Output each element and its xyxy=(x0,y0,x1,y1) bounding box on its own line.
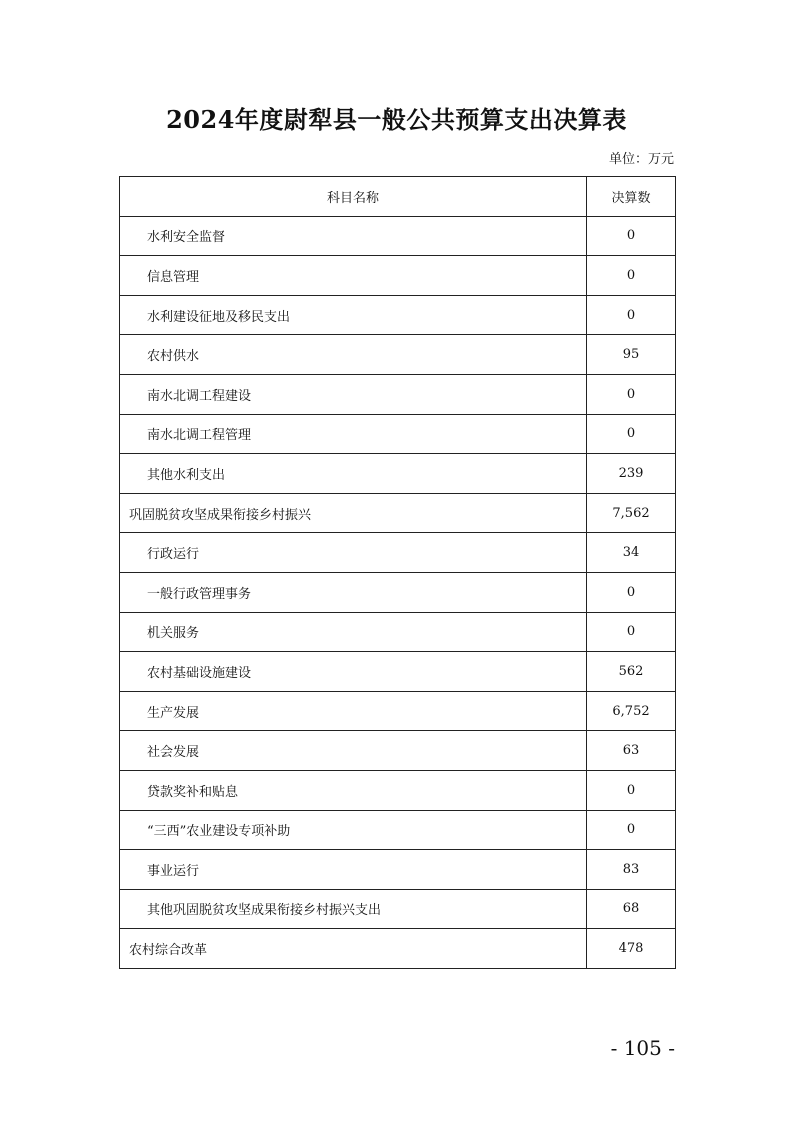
table-row xyxy=(120,335,676,375)
row-item-value: 239 xyxy=(587,454,676,494)
row-item-name: 巩固脱贫攻坚成果衔接乡村振兴 xyxy=(120,493,587,533)
row-item-name: 其他水利支出 xyxy=(120,454,587,494)
table-row xyxy=(120,652,676,692)
table-row xyxy=(120,572,676,612)
row-item-value: 7,562 xyxy=(587,493,676,533)
table-row xyxy=(120,770,676,810)
table-row xyxy=(120,810,676,850)
page-number: - 105 - xyxy=(610,1036,675,1060)
table-row xyxy=(120,691,676,731)
row-item-name: 行政运行 xyxy=(120,533,587,573)
row-item-value: 83 xyxy=(587,850,676,890)
row-item-name: 事业运行 xyxy=(120,850,587,890)
table-row xyxy=(120,374,676,414)
row-item-value: 0 xyxy=(587,770,676,810)
row-item-value: 63 xyxy=(587,731,676,771)
row-item-value: 478 xyxy=(587,929,676,969)
row-item-name: 水利建设征地及移民支出 xyxy=(120,295,587,335)
row-item-name: 机关服务 xyxy=(120,612,587,652)
row-item-value: 0 xyxy=(587,612,676,652)
table-row xyxy=(120,533,676,573)
row-item-name: 贷款奖补和贴息 xyxy=(120,770,587,810)
row-item-name: 信息管理 xyxy=(120,256,587,296)
table-row xyxy=(120,414,676,454)
table-row xyxy=(120,216,676,256)
row-item-value: 0 xyxy=(587,216,676,256)
row-item-value: 0 xyxy=(587,414,676,454)
table-body xyxy=(120,216,676,968)
unit-label: 单位：万元 xyxy=(608,152,674,167)
table-row xyxy=(120,850,676,890)
row-item-name: “三西”农业建设专项补助 xyxy=(120,810,587,850)
row-item-value: 34 xyxy=(587,533,676,573)
row-item-value: 562 xyxy=(587,652,676,692)
row-item-value: 0 xyxy=(587,572,676,612)
row-item-name: 生产发展 xyxy=(120,691,587,731)
table-row xyxy=(120,889,676,929)
row-item-value: 0 xyxy=(587,295,676,335)
column-header-name: 科目名称 xyxy=(120,177,587,217)
row-item-value: 0 xyxy=(587,374,676,414)
row-item-value: 0 xyxy=(587,256,676,296)
row-item-name: 南水北调工程建设 xyxy=(120,374,587,414)
table-row xyxy=(120,454,676,494)
row-item-name: 农村基础设施建设 xyxy=(120,652,587,692)
row-item-name: 农村供水 xyxy=(120,335,587,375)
row-item-name: 水利安全监督 xyxy=(120,216,587,256)
page-title: 2024年度尉犁县一般公共预算支出决算表 xyxy=(166,105,627,134)
row-item-value: 95 xyxy=(587,335,676,375)
table-row xyxy=(120,256,676,296)
row-item-name: 一般行政管理事务 xyxy=(120,572,587,612)
row-item-name: 农村综合改革 xyxy=(120,929,587,969)
row-item-name: 其他巩固脱贫攻坚成果衔接乡村振兴支出 xyxy=(120,889,587,929)
row-item-value: 6,752 xyxy=(587,691,676,731)
row-item-value: 68 xyxy=(587,889,676,929)
row-item-value: 0 xyxy=(587,810,676,850)
table-row xyxy=(120,731,676,771)
row-item-name: 社会发展 xyxy=(120,731,587,771)
column-header-value: 决算数 xyxy=(587,177,676,217)
table-row xyxy=(120,295,676,335)
table-row xyxy=(120,929,676,969)
table-row xyxy=(120,612,676,652)
row-item-name: 南水北调工程管理 xyxy=(120,414,587,454)
table-header-row xyxy=(120,177,676,217)
table-row xyxy=(120,493,676,533)
budget-table xyxy=(119,176,676,969)
